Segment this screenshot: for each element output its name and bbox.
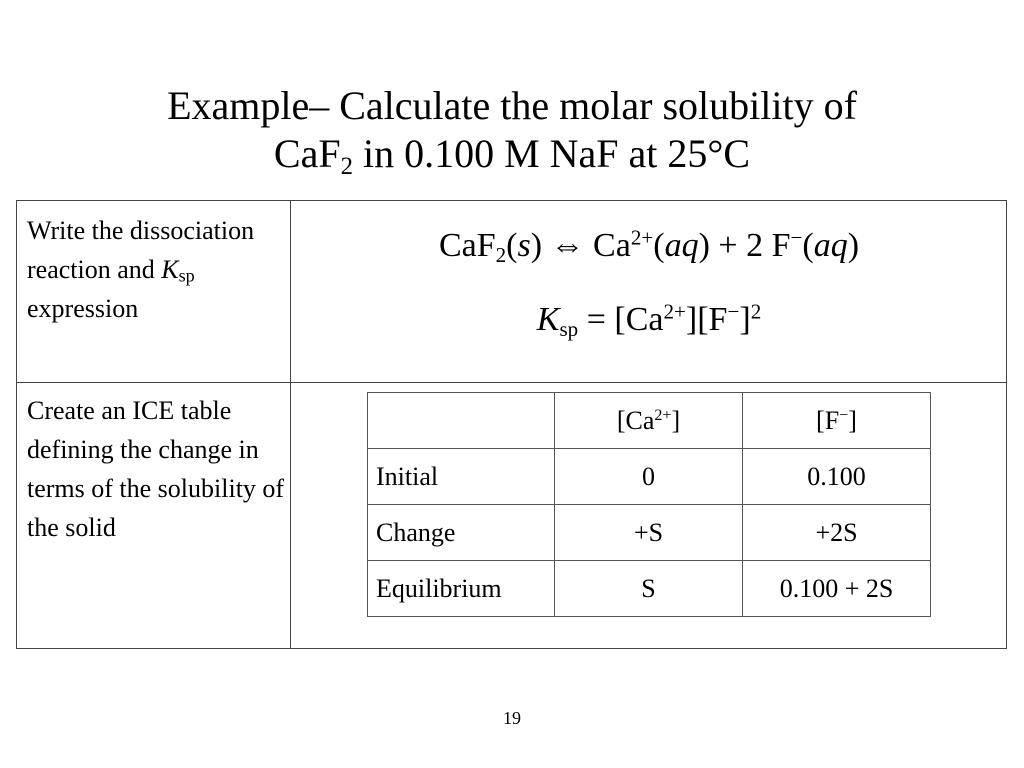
ice-cell-f: +2S: [743, 505, 931, 561]
eq-state-aq: aq: [664, 227, 699, 264]
eq-f-charge: −: [790, 225, 803, 250]
ice-cell-f: 0.100 + 2S: [743, 561, 931, 617]
ksp-expression: [291, 301, 1007, 339]
ksp-k: K: [536, 301, 560, 338]
ice-header-row: [368, 393, 931, 449]
eq-state-solid: s: [517, 227, 531, 264]
ice-table: [367, 392, 931, 617]
ice-header-ca-charge: 2+: [654, 406, 672, 424]
title-line-2: [0, 130, 1024, 178]
table-row: [368, 561, 931, 617]
eq-aq2-open: (: [802, 227, 814, 264]
ice-row-label: Equilibrium: [368, 561, 555, 617]
eq-paren-open: (: [506, 227, 518, 264]
ksp-ca-charge: 2+: [663, 299, 686, 324]
column-divider: [290, 201, 291, 648]
table-row: [368, 505, 931, 561]
page-number: 19: [503, 708, 521, 728]
ice-header-f-close: ]: [848, 405, 857, 435]
step-1-text: Write the dissociation reaction and: [27, 216, 255, 284]
table-row: [368, 449, 931, 505]
ice-header-f: [743, 393, 931, 449]
ice-row-label: Change: [368, 505, 555, 561]
ksp-mid: ][F: [685, 301, 728, 338]
step-1-k-subscript: sp: [178, 265, 195, 286]
eq-ca-charge: 2+: [630, 225, 654, 250]
ice-header-f-base: [F: [816, 405, 840, 435]
ice-cell-ca: S: [555, 561, 743, 617]
ice-header-ca-base: [Ca: [616, 405, 655, 435]
slide-title: [0, 82, 1024, 178]
step-2-description: Create an ICE table defining the change in terms of the solubility of the solid: [27, 396, 285, 542]
row-divider: [17, 382, 1006, 383]
eq-aq-open: (: [653, 227, 665, 264]
step-1-k-symbol: K: [161, 255, 179, 284]
ice-header-blank: [368, 393, 555, 449]
step-1-text-end: expression: [27, 294, 139, 323]
title-condition: in 0.100 M NaF at 25°C: [352, 131, 751, 176]
step-1-description: [27, 211, 285, 328]
ice-header-ca-close: ]: [671, 405, 681, 435]
eq-state-aq-2: aq: [813, 227, 848, 264]
dissociation-equation: [291, 227, 1007, 265]
ksp-close: ]: [739, 301, 751, 338]
title-caf-subscript: 2: [340, 152, 353, 180]
ice-row-label: Initial: [368, 449, 555, 505]
eq-aq2-close: ): [847, 227, 860, 264]
ksp-power: 2: [750, 299, 762, 324]
eq-caf-subscript: 2: [495, 242, 507, 267]
eq-plus-f: ) + 2 F: [698, 227, 791, 264]
ice-cell-f: 0.100: [743, 449, 931, 505]
eq-caf: CaF: [438, 227, 496, 264]
ice-cell-ca: +S: [555, 505, 743, 561]
ksp-subscript: sp: [559, 316, 579, 341]
ice-header-f-charge: −: [839, 406, 849, 424]
eq-arrow-ca: ) ⇔ Ca: [530, 227, 631, 264]
ksp-eq-ca: = [Ca: [578, 301, 664, 338]
title-caf: CaF: [273, 131, 341, 176]
ksp-f-charge: −: [727, 299, 740, 324]
ice-header-ca: [555, 393, 743, 449]
title-line-1: Example– Calculate the molar solubility of: [167, 83, 857, 128]
ice-cell-ca: 0: [555, 449, 743, 505]
